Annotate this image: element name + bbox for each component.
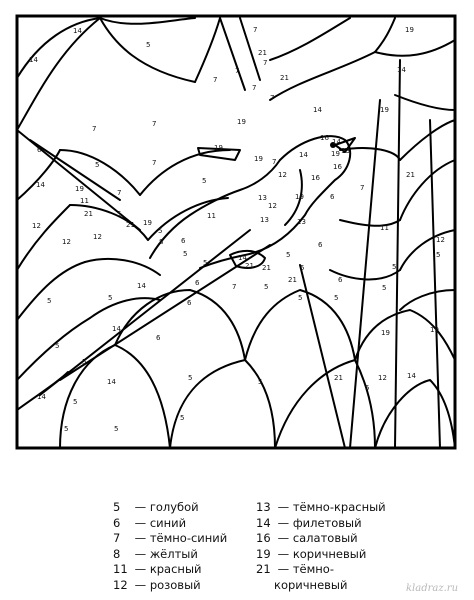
region-number: 12 [32, 222, 41, 230]
legend-dash: — [274, 562, 293, 577]
legend-color-name: филетовый [292, 515, 362, 530]
legend-dash: — [274, 500, 293, 514]
region-number: 21 [288, 276, 297, 284]
region-number: 5 [47, 297, 52, 305]
region-number: 6 [338, 276, 343, 284]
region-number: 5 [298, 294, 303, 302]
region-number: 19 [143, 219, 152, 227]
legend-entry [256, 547, 386, 563]
picture-frame [17, 16, 455, 448]
region-number: 5 [436, 251, 441, 259]
legend-color-name: коричневый [274, 577, 348, 592]
region-number: 16 [320, 134, 329, 142]
region-number: 21 [334, 374, 343, 382]
region-number: 6 [37, 146, 42, 154]
legend-color-name: голубой [149, 500, 199, 514]
region-number: 6 [181, 237, 186, 245]
region-number: 16 [333, 163, 342, 171]
region-number: 13 [297, 218, 306, 226]
legend-column-right [256, 500, 386, 594]
region-number: 14 [36, 181, 45, 189]
region-number: 19 [75, 185, 84, 193]
region-number: 7 [263, 59, 268, 67]
legend-number: 14 [256, 515, 271, 530]
region-number: 14 [137, 282, 146, 290]
legend-entry [113, 516, 227, 532]
region-number: 5 [334, 294, 339, 302]
region-number: 5 [55, 342, 60, 350]
region-number: 21 [262, 264, 271, 272]
region-number: 6 [330, 193, 335, 201]
legend-dash: — [274, 515, 293, 530]
region-number: 6 [187, 299, 192, 307]
region-number: 14 [238, 254, 247, 262]
region-number: 5 [146, 41, 151, 49]
region-number: 8 [159, 238, 164, 246]
region-number: 12 [278, 171, 287, 179]
region-number: 5 [188, 374, 193, 382]
legend-number: 19 [256, 546, 271, 561]
region-number: 7 [117, 189, 122, 197]
region-number: 5 [365, 384, 370, 392]
region-number: 5 [114, 425, 119, 433]
region-number: 19 [254, 155, 263, 163]
legend-color-name: коричневый [292, 546, 367, 561]
legend-entry [113, 578, 227, 594]
watermark: kladraz.ru [406, 583, 459, 594]
region-number: 21 [245, 262, 254, 270]
region-number: 7 [152, 159, 157, 167]
legend-number: 5 [113, 500, 121, 514]
legend-dash: — [131, 546, 150, 561]
legend-dash: — [274, 546, 293, 561]
legend-dash: — [131, 515, 150, 530]
region-number: 21 [126, 221, 135, 229]
region-number: 5 [286, 251, 291, 259]
legend-color-name: розовый [149, 577, 201, 592]
region-number: 7 [270, 94, 275, 102]
region-number: 12 [268, 202, 277, 210]
region-number: 14 [73, 27, 82, 35]
region-number: 19 [237, 118, 246, 126]
region-number: 7 [152, 120, 157, 128]
region-number: 21 [258, 49, 267, 57]
region-number: 13 [258, 194, 267, 202]
region-number: 11 [380, 224, 389, 232]
region-number: 19 [405, 26, 414, 34]
legend-entry [256, 516, 386, 532]
legend-color-name: жёлтый [149, 546, 198, 561]
region-number: 21 [280, 74, 289, 82]
legend-entry [256, 500, 386, 516]
legend-color-name: тёмно-красный [292, 500, 386, 514]
region-number: 5 [158, 227, 163, 235]
region-number: 21 [84, 210, 93, 218]
legend-entry-continuation [256, 578, 386, 594]
legend-number: 21 [256, 562, 271, 577]
region-number: 6 [195, 279, 200, 287]
region-number: 12 [62, 238, 71, 246]
region-number: 5 [180, 414, 185, 422]
legend-color-name: синий [149, 515, 187, 530]
region-number: 5 [95, 161, 100, 169]
region-number: 7 [252, 84, 257, 92]
region-number: 13 [341, 147, 350, 155]
region-number: 7 [235, 67, 240, 75]
region-number: 16 [311, 174, 320, 182]
legend-dash: — [131, 562, 150, 577]
legend-dash: — [274, 531, 293, 546]
legend-number: 8 [113, 546, 121, 561]
legend-number: 13 [256, 500, 271, 514]
region-number: 11 [80, 197, 89, 205]
legend-number: 7 [113, 531, 121, 546]
region-number: 5 [183, 250, 188, 258]
region-number: 12 [378, 374, 387, 382]
region-number: 5 [64, 425, 69, 433]
region-number: 5 [300, 264, 305, 272]
region-number: 14 [397, 66, 406, 74]
legend-number: 11 [113, 562, 128, 577]
legend-number: 16 [256, 531, 271, 546]
region-number: 5 [82, 358, 87, 366]
region-number: 14 [313, 106, 322, 114]
legend-entry [113, 547, 227, 563]
legend-column-left [113, 500, 227, 594]
region-number: 5 [203, 259, 208, 267]
region-number: 5 [392, 263, 397, 271]
region-number: 14 [37, 393, 46, 401]
region-number: 7 [232, 283, 237, 291]
region-number: 19 [381, 329, 390, 337]
region-number: 14 [29, 56, 38, 64]
region-number: 6 [156, 334, 161, 342]
region-number: 19 [430, 326, 439, 334]
region-number: 7 [213, 76, 218, 84]
legend-dash: — [131, 577, 150, 592]
region-number: 5 [258, 378, 263, 386]
legend-color-name: тёмно- [292, 562, 334, 577]
region-number: 19 [380, 106, 389, 114]
region-number: 11 [207, 212, 216, 220]
region-number: 19 [331, 150, 340, 158]
region-number: 5 [73, 398, 78, 406]
region-number: 5 [382, 284, 387, 292]
region-number: 12 [93, 233, 102, 241]
legend-number: 12 [113, 577, 128, 592]
region-number: 5 [264, 283, 269, 291]
region-number: 14 [112, 325, 121, 333]
region-number: 6 [318, 241, 323, 249]
legend-entry [113, 500, 227, 516]
legend-entry [256, 562, 386, 578]
region-number: 19 [295, 193, 304, 201]
region-number: 7 [253, 26, 258, 34]
legend-color-name: салатовый [292, 531, 358, 546]
region-number: 19 [214, 144, 223, 152]
region-number: 14 [407, 372, 416, 380]
legend-entry [113, 531, 227, 547]
legend-entry [256, 531, 386, 547]
legend-dash: — [131, 500, 150, 514]
legend-dash: — [131, 531, 150, 546]
legend-color-name: красный [149, 562, 202, 577]
legend-entry [113, 562, 227, 578]
region-number: 5 [117, 210, 122, 218]
region-number: 13 [260, 216, 269, 224]
region-number: 14 [299, 151, 308, 159]
region-number: 7 [272, 158, 277, 166]
region-number: 7 [360, 184, 365, 192]
region-number: 14 [107, 378, 116, 386]
legend-color-name: тёмно-синий [149, 531, 228, 546]
region-number: 5 [202, 177, 207, 185]
region-number: 14 [332, 138, 341, 146]
region-number: 12 [436, 236, 445, 244]
region-number: 21 [406, 171, 415, 179]
legend-number: 6 [113, 515, 121, 530]
region-number: 5 [108, 294, 113, 302]
region-number: 7 [92, 125, 97, 133]
